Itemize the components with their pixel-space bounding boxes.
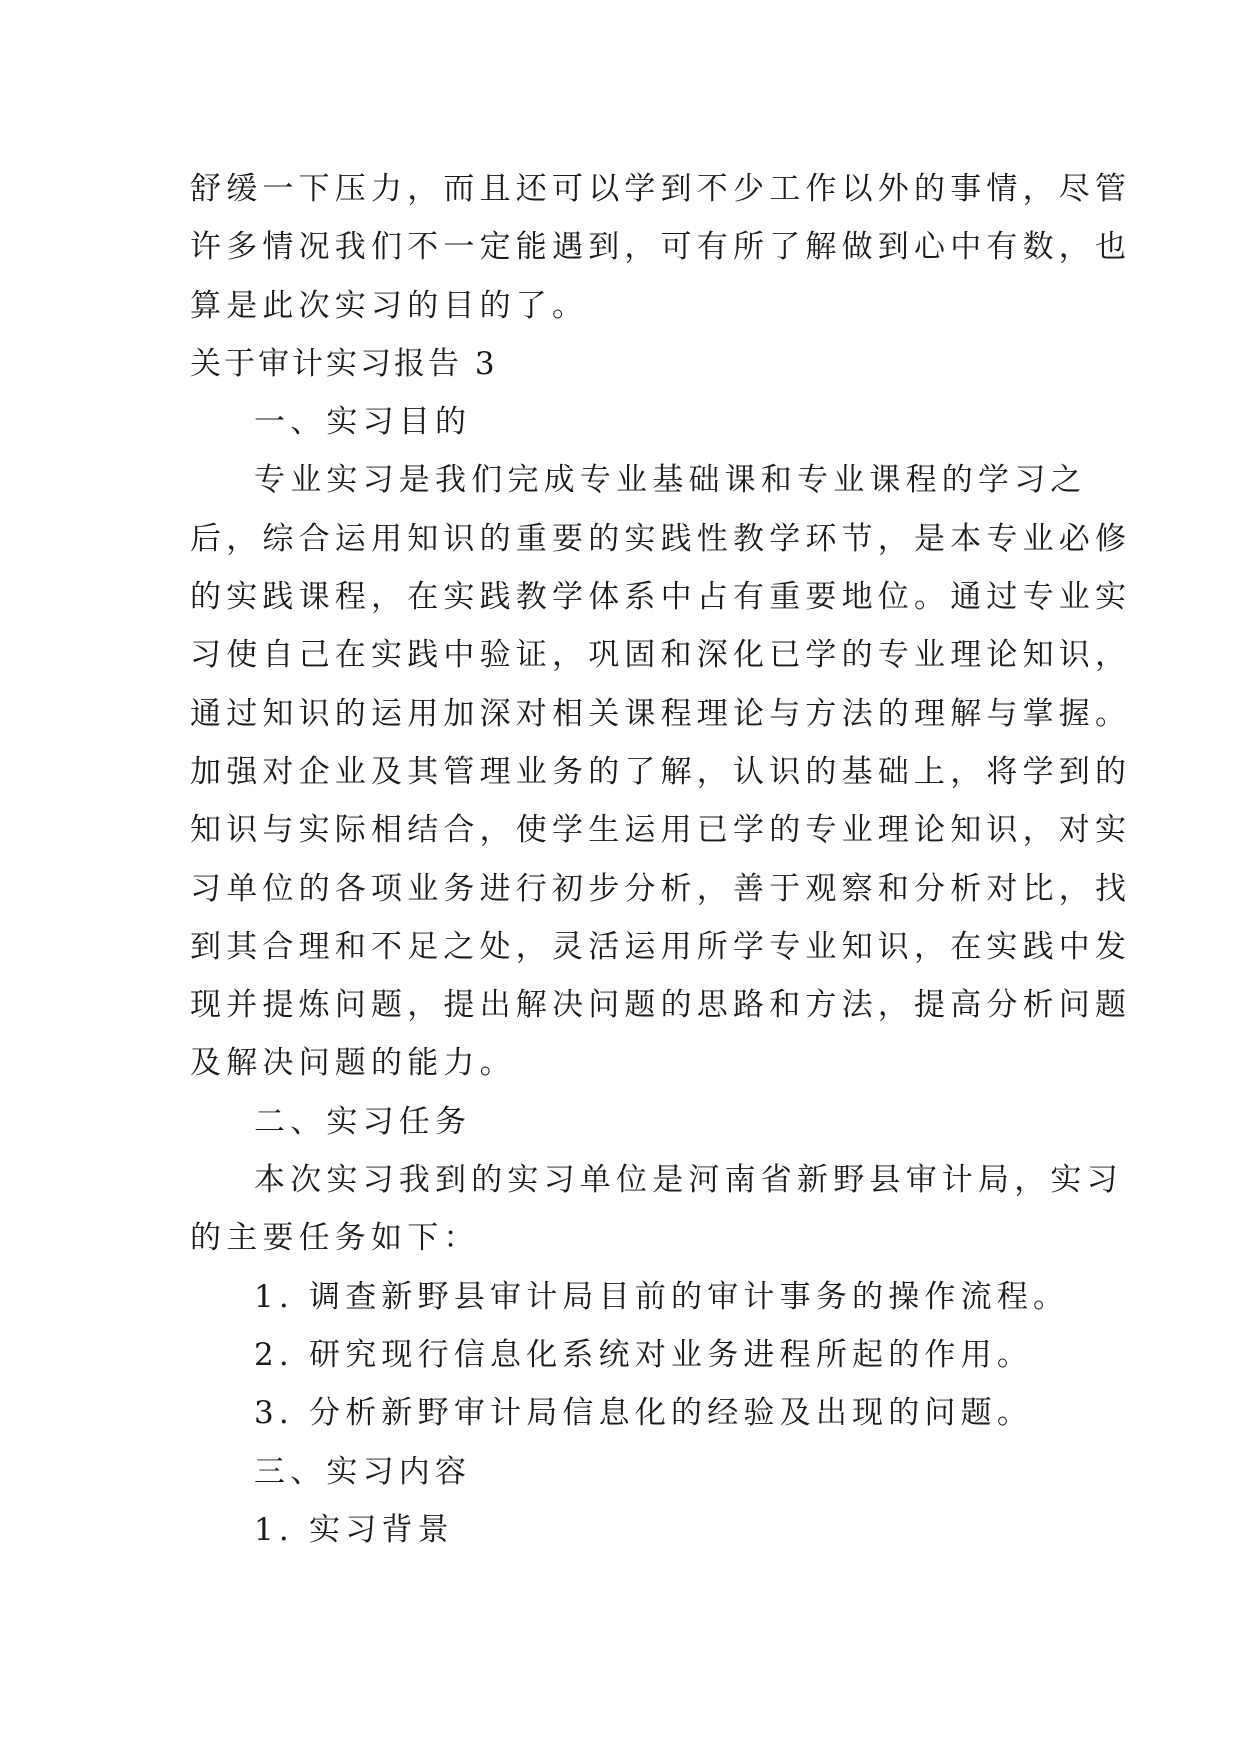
subsection-heading-background: 1. 实习背景 [254, 1511, 454, 1548]
list-item: 3. 分析新野审计局信息化的经验及出现的问题。 [254, 1395, 1034, 1432]
paragraph-line: 习使自己在实践中验证，巩固和深化已学的专业理论知识， [190, 637, 1132, 674]
list-item: 1. 调查新野县审计局目前的审计事务的操作流程。 [254, 1278, 1070, 1315]
paragraph-line: 的实践课程，在实践教学体系中占有重要地位。通过专业实 [190, 579, 1132, 616]
list-item: 2. 研究现行信息化系统对业务进程所起的作用。 [254, 1336, 1034, 1373]
paragraph-line: 及解决问题的能力。 [190, 1045, 516, 1082]
paragraph-line: 加强对企业及其管理业务的了解，认识的基础上，将学到的 [190, 753, 1132, 790]
paragraph-line: 本次实习我到的实习单位是河南省新野县审计局，实习 [254, 1162, 1123, 1199]
report-title: 关于审计实习报告 3 [190, 345, 498, 382]
paragraph-line: 知识与实际相结合，使学生运用已学的专业理论知识，对实 [190, 812, 1132, 849]
section-heading-content: 三、实习内容 [254, 1453, 472, 1490]
paragraph-line: 通过知识的运用加深对相关课程理论与方法的理解与掌握。 [190, 695, 1132, 732]
paragraph-line: 算是此次实习的目的了。 [190, 287, 589, 324]
paragraph-line: 专业实习是我们完成专业基础课和专业课程的学习之 [254, 462, 1087, 499]
section-heading-purpose: 一、实习目的 [254, 404, 472, 441]
paragraph-line: 的主要任务如下： [190, 1220, 480, 1257]
paragraph-line: 舒缓一下压力，而且还可以学到不少工作以外的事情，尽管 [190, 171, 1132, 207]
paragraph-line: 习单位的各项业务进行初步分析，善于观察和分析对比，找 [190, 870, 1132, 907]
paragraph-line: 后，综合运用知识的重要的实践性教学环节，是本专业必修 [190, 520, 1132, 557]
document-body [190, 160, 1132, 1559]
paragraph-line: 现并提炼问题，提出解决问题的思路和方法，提高分析问题 [190, 987, 1132, 1024]
paragraph-line: 到其合理和不足之处，灵活运用所学专业知识，在实践中发 [190, 928, 1132, 965]
section-heading-tasks: 二、实习任务 [254, 1103, 472, 1140]
paragraph-line: 许多情况我们不一定能遇到，可有所了解做到心中有数，也 [190, 229, 1132, 266]
